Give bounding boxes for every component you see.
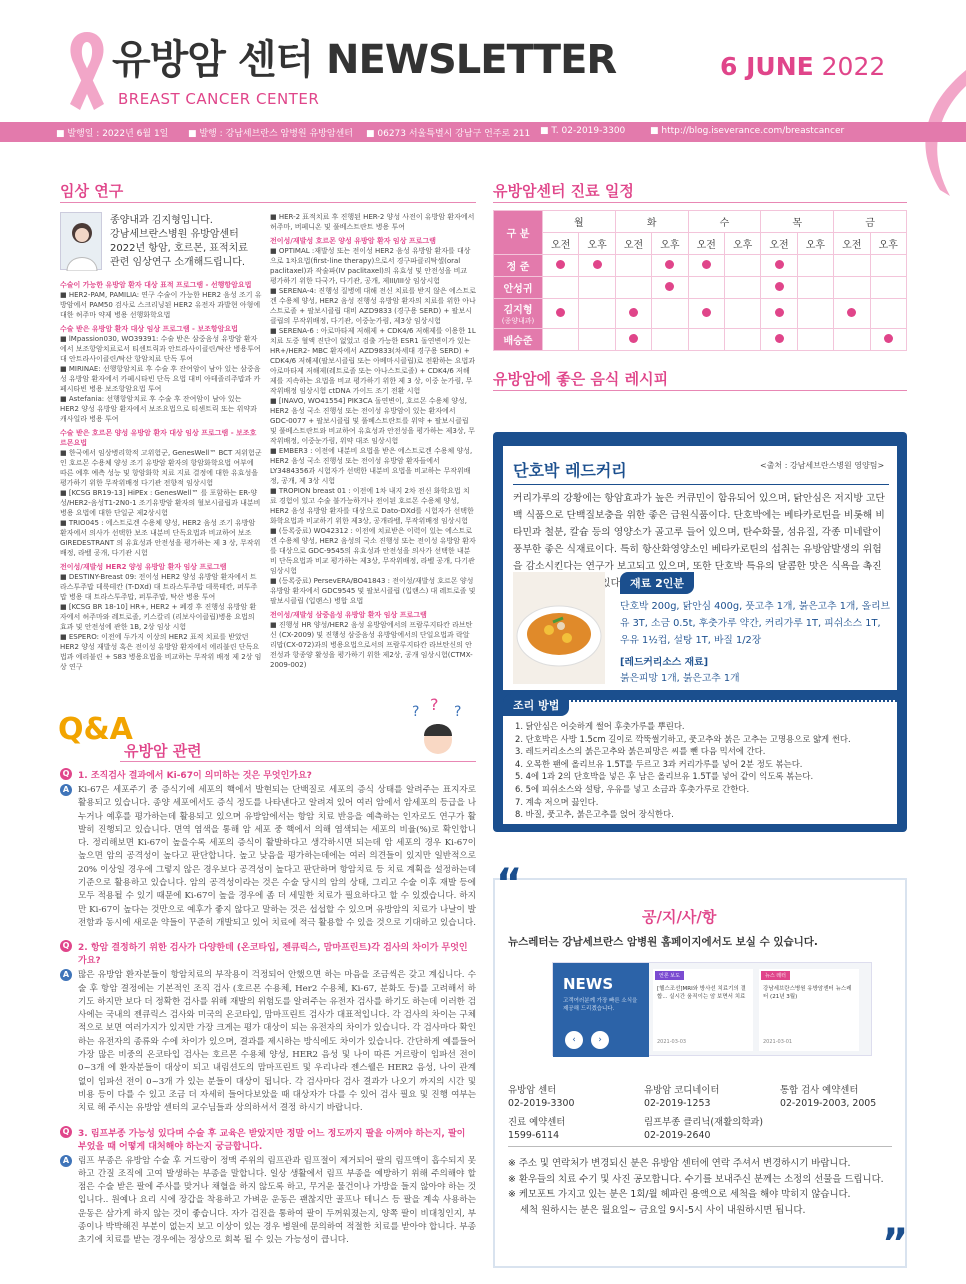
schedule-slot	[797, 277, 833, 299]
recipe-photo	[513, 572, 605, 684]
schedule-slot	[579, 299, 615, 329]
schedule-day-1: 화	[615, 211, 688, 233]
schedule-title: 유방암센터 진료 일정	[493, 182, 634, 200]
recipe-title: 단호박 레드커리	[513, 461, 627, 480]
recipe-step: 5. 4에 1과 2의 단호박을 넣은 후 남은 올리브유 1.5T를 넣어 같이 익도록 볶는다.	[515, 771, 814, 782]
research-item: ■ SERENA-4: 진행성 질병에 대해 전신 치료를 받지 않은 에스트로겐 수용체 양성, HER2 음성 진행성 유방암 환자의 치료를 위한 아나스트로졸 + 팔보시클립 대비 AZD9833 (경구용 SERD) + 팔보시클립의 무작위배정, 다기관, 이중눈가림, 제3상 임상시험	[270, 287, 477, 325]
doctor-dept: (종양내과)	[501, 317, 535, 325]
research-item: ■ HER2-PAM, PAMILIA: 연구 수술이 가능한 HER2 음성 조기 유방암에서 PAM50 검사로 스크리닝된 HER2 유전자 과발현 아형에 대한 허주마 약제 병용 선행화학요법	[60, 291, 262, 319]
notice-note: ※ 주소 및 연락처가 변경되신 분은 유방암 센터에 연락 주셔서 변경하시기 바랍니다.	[508, 1158, 851, 1169]
qa-answer: 림프 부종은 유방암 수술 후 거드랑이 정맥 주위의 림프관과 림프절이 제거되어 팔의 림프액이 흡수되지 못하고 간질 조직에 고여 발생하는 부종을 말합니다. 일상 생활에서 림프 부종을 예방하기 위해 주의해야 할 점은 수술 받은 팔에 주사를 맞거나 채혈을 하지 않도록 하고, 무거운 물건이나 가방을 들지 않아야 하는 것입니다.. 원예나 요리 시에 장갑을 착용하고 가벼운 운동은 괜찮지만 골프나 테니스 등 팔을 계속 사용하는 운동은 삼가게 하지 않는 것이 좋습니다. 자가 검진을 통하여 팔이 두꺼워졌는지, 양쪽 팔이 비대칭인지, 부종이나 박박해진 부분이 없는지 보고 이상이 있는 경우 병원에 문의하여 적절한 치료를 받아야 합니다. 부종 초기에 치료를 받는 경우에는 정상으로 회복 될 수 있는 가능성이 큽니다.	[78, 1155, 476, 1246]
qa-question-row	[60, 1126, 476, 1152]
notice-title: 공/지/사/항	[642, 908, 717, 926]
doctor-photo	[60, 212, 102, 270]
schedule-slot	[615, 329, 651, 351]
recipe-step: 8. 바질, 풋고추, 붉은고추를 얹어 장식한다.	[515, 809, 674, 820]
research-item: ■ Astefania: 선행항암치료 후 수술 후 잔여암이 남아 있는 HER2 양성 유방암 환자에서 보조요법으로 티센트릭 또는 위약과 캐사일라 병용 투여	[60, 395, 257, 423]
website-news-preview[interactable]	[552, 962, 872, 1056]
research-item: ■ (등록중료) PersevERA/BO41843 : 전이성/재발성 호르몬 양성 유방암 환자에서 GDC9545 및 팔보시클립 (입랜스) 대 레트로졸 및 팔보시클립 (입랜스) 병합 요법	[270, 577, 476, 605]
news-card-1[interactable]	[653, 969, 753, 1051]
contact-item	[508, 1116, 565, 1142]
schedule-slot	[615, 255, 651, 277]
schedule-day-0: 월	[543, 211, 616, 233]
research-block-heading: 수술 받은 호르몬 양성 유방암 환자 대상 임상 프로그램 - 보조호르몬요법	[60, 429, 257, 447]
qa-divider	[120, 761, 476, 762]
research-item: ■ ESPERO: 이전에 두가지 이상의 HER2 표적 치료를 받았던 HER2 양성 재발성 혹은 전이성 유방암 환자에서 에리불린 단독요법과 에리불린 + S83 병용요법을 비교하는 무작위 배정 제 2상 임상 연구	[60, 633, 262, 671]
qa-logo: Q&A	[58, 712, 133, 747]
sauce-label: [레드커리소스 재료]	[620, 657, 709, 668]
doctor-name: 안성귀	[503, 284, 533, 295]
research-left-column	[60, 280, 262, 676]
schedule-pm: 오후	[870, 233, 906, 255]
recipe-divider	[493, 390, 907, 391]
clinic-dot-icon	[629, 334, 638, 343]
news-next-icon[interactable]: ›	[591, 1031, 609, 1049]
schedule-am: 오전	[615, 233, 651, 255]
qa-question: 1. 조직검사 결과에서 Ki-67이 의미하는 것은 무엇인가요?	[78, 771, 312, 781]
qa-item	[60, 768, 476, 930]
close-quote-icon: ”	[882, 1221, 909, 1267]
newsletter-subtitle: BREAST CANCER CENTER	[118, 90, 320, 108]
notice-subtitle: 뉴스레터는 강남세브란스 암병원 홈페이지에서도 보실 수 있습니다.	[508, 936, 818, 948]
notice-notes	[508, 1156, 892, 1218]
info-address: ■ 06273 서울특별시 강남구 언주로 211	[366, 129, 531, 139]
schedule-am: 오전	[543, 233, 579, 255]
qa-answer: Ki-67은 세포주기 중 증식기에 세포의 핵에서 발현되는 단백질로 세포의 증식 상태를 알려주는 표지자로 활용되고 있습니다. 종양 세포에서도 증식 정도를 나타낸다고 알려져 있어 여러 암에서 암세포의 등급을 나누거나 예후를 평가하는데 활용되고 있으며 유방암에서는 항암 치료 반응을 예측하는 인자로도 연구가 활발히 진행되고 있습니다. 면역 염색을 통해 암 세포 중 핵에서 의해 염색되는 세포의 비율(%)로 확인합니다. 정리해보면 Ki-67이 높을수록 세포의 증식이 활발하다고 생각하시면 되는데 암 세포의 경우 Ki-67이 높으면 암의 공격성이 높다고 판단합니다. 높고 낮음을 평가하는데에는 여러 의견들이 있지만 일반적으로 20% 이상일 경우에 그렇지 않은 경우보다 공격성이 높다고 판단하며 항암치료 등 치료 계획을 설정하는데 기준으로 활용하고 있습니다. 암의 공격성이라는 것은 수술 당시의 암의 상태, 그리고 수술 이후 재발 등에 모두 적용될 수 있기 때문에 Ki-67이 높을 경우에 좀 더 세밀한 치료가 필요하다고 할 수 있겠습니다. 하지만 Ki-67이 높다는 것만으로 예후가 좋지 않다고 말하는 것은 섭섭할 수 있으며 유방암의 치료가 나날이 발전함과 동시에 새로운 약들이 꾸준히 개발되고 있어 치료에 적극 활용할 수 있을 것으로 기대하고 있습니다.	[78, 785, 476, 928]
recipe-step: 3. 레드커리소스의 붉은고추와 붉은피망은 씨를 뺀 다음 믹서에 간다.	[515, 746, 766, 757]
schedule-day-2: 수	[688, 211, 761, 233]
contact-item	[644, 1084, 719, 1110]
svg-text:?: ?	[412, 704, 420, 720]
schedule-slot	[543, 299, 579, 329]
schedule-slot	[652, 299, 688, 329]
research-right-column	[270, 212, 476, 674]
research-item: ■ HER-2 표적치료 후 진행된 HER-2 양성 사전이 유방암 환자에서 허주마, 버페니온 및 풀베스트란트 병용 투여	[270, 213, 475, 231]
contact-label: 통합 검사 예약센터	[780, 1085, 859, 1096]
schedule-slot	[870, 329, 906, 351]
svg-text:?: ?	[430, 696, 439, 714]
research-item: ■ OPTIMAL :재발성 또는 전이성 HER2 음성 유방암 환자를 대상으로 1차요법(first-line therapy)으로서 경구파클리탁셀(oral paclitaxel)과 작술파(IV paclitaxel)의 유효성 및 안전성을 비교 평가하기 위한 다국가, 다기관, 공개, 제III/III상 임상시험	[270, 247, 471, 285]
qa-answer-row	[60, 784, 476, 930]
research-intro	[110, 214, 270, 270]
schedule-label-header: 구 분	[494, 211, 543, 255]
info-issued: ■ 발행일 : 2022년 6월 1일	[56, 129, 169, 139]
clinic-dot-icon	[702, 260, 711, 269]
schedule-am: 오전	[761, 233, 797, 255]
schedule-pm: 오후	[724, 233, 760, 255]
intro-line: 종양내과 김지형입니다.	[110, 215, 213, 226]
research-block-heading: 전이성/재발성 HER2 양성 유방암 환자 임상 프로그램	[60, 563, 227, 571]
notice-line	[508, 1146, 892, 1147]
news-card-2-date: 2021-03-01	[763, 1039, 793, 1045]
research-item: ■ DESTINY-Breast 09: 전이성 HER2 양성 유방암 환자에서 트라스투주맙 데룩테칸 (T-DXd) 대 트라스투주맙 데룩테칸, 퍼투주맙 병용 대 트라스투주맙, 퍼투주맙, 탁산 병용 투여	[60, 573, 258, 601]
research-block	[60, 280, 262, 320]
recipe-title-line	[513, 484, 889, 485]
answer-icon: A	[60, 784, 72, 796]
clinic-dot-icon	[556, 260, 565, 269]
ingredients-badge: 재료 2인분	[620, 572, 694, 594]
qa-answer-row	[60, 1155, 476, 1248]
doctor-name: 김지형	[503, 305, 533, 316]
schedule-slot	[834, 329, 870, 351]
schedule-row	[494, 299, 907, 329]
schedule-slot	[543, 277, 579, 299]
schedule-am: 오전	[834, 233, 870, 255]
research-block	[60, 428, 262, 558]
schedule-slot	[797, 329, 833, 351]
recipe-step: 2. 단호박은 사방 1.5cm 길이로 깍뚝썰기하고, 풋고추와 붉은 고추는 고명용으로 얇게 썬다.	[515, 733, 851, 744]
clinic-dot-icon	[775, 260, 784, 269]
contact-value: 02-2019-2003, 2005	[780, 1098, 877, 1109]
schedule-row	[494, 329, 907, 351]
issue-date-year: 2022	[821, 52, 886, 81]
recipe-step: 7. 계속 저으며 끓인다.	[515, 796, 599, 807]
schedule-slot	[688, 255, 724, 277]
clinic-dot-icon	[702, 308, 711, 317]
qa-answer: 많은 유방암 환자분들이 항암치료의 부작용이 걱정되어 안했으면 하는 마음을 조금씩은 갖고 계십니다. 수술 후 항암 결정에는 기본적인 조직 검사 (호르몬 수용체, Her2 수용체, Ki-67, 분화도 등)를 고려해서 하기도 하지만 보다 더 정확한 검사를 위해 재발의 위험도를 알려주는 유전자 검사를 하기도 하는데 이러한 검사에는 국내의 젠큐릭스 검사와 미국의 온코타입, 맘마프린트 검사가 대표적입니다. 각 검사의 차이는 구체적으로 보면 여러가지가 있지만 가장 크게는 평가 대상이 되는 유전자의 차이가 있습니다. 각 검사마다 확인하는 유전자의 종류와 수에 차이가 있으며, 결과를 제시하는 방식에도 차이가 있습니다. 간단하게 예를들어 가장 많은 비중의 온코타입 검사는 호르몬 수용체 양성, HER2 음성 및 나이 따른 거르랑이 임파선 전이 0~3개 에 환자분들이 대상이 되고 내림션도의 맘마프린트 및 우리나라 젠스웰은 HER2 음성, 나이 관계 없이 임파선 전이 0~3개 가 있는 분들이 대상이 됩니다. 각 검사마다 검사 결과가 나오기 까지의 시간 및 비용 등이 다를 수 있고 조금 더 자세히 들어다보았을 때 대상자가 다를 수 있어 검사 필요 및 진행 여부는 치료 해 주시는 유방암 센터의 교수님들과 상의하셔서 결정 하시기 바랍니다.	[78, 970, 476, 1114]
research-item: ■ 진행성 HR 양성/HER2 음성 유방암에서의 프람루지타칸 라브탄신 (CX-2009) 및 진행성 삼중음성 유방암에서의 단일요법과 락알리맙(CX-072)과의 병용요법으로서의 프람루지타칸 라브탄신의 안전성과 항종양 활성을 평가하기 위한 제2상, 공개 임상시험(CTMX-2009-002)	[270, 621, 473, 669]
recipe-section-title: 유방암에 좋은 음식 레시피	[493, 370, 669, 388]
info-bar	[0, 122, 966, 142]
issue-date-day: 6 JUNE	[720, 52, 814, 81]
contact-item	[508, 1084, 574, 1110]
schedule-slot	[761, 255, 797, 277]
clinic-dot-icon	[775, 308, 784, 317]
clinic-dot-icon	[556, 308, 565, 317]
contact-value: 02-2019-3300	[508, 1098, 575, 1109]
question-icon: Q	[60, 940, 72, 952]
research-item: ■ [KCSG BR 18-10] HR+, HER2 + 폐경 후 진행성 유방암 환자에서 허주마와 레트로졸, 키스칼리 (리보사이클립)병용 요법의 효과 및 안전성에 관한 1B, 2상 임상 시험	[60, 603, 257, 631]
schedule-slot	[761, 329, 797, 351]
answer-icon: A	[60, 969, 72, 981]
contact-label: 유방암 센터	[508, 1085, 557, 1096]
schedule-slot	[688, 277, 724, 299]
research-block	[60, 324, 262, 424]
schedule-pm: 오후	[797, 233, 833, 255]
answer-icon: A	[60, 1155, 72, 1167]
schedule-slot	[834, 277, 870, 299]
research-item: ■ TRIO045 : 에스트로겐 수용체 양성, HER2 음성 조기 유방암 환자에서 의사가 선택한 보조 내분비 단독요법과 비교하여 보조 GIREDESTRANT 의 유효성과 안전성을 평가하는 제 3 상, 무작위배정, 라벨 공개, 다기관 시험	[60, 519, 261, 557]
contact-label: 진료 예약센터	[508, 1117, 566, 1128]
open-quote-icon: “	[496, 861, 523, 907]
schedule-slot	[834, 255, 870, 277]
qa-question: 3. 림프부종 가능성 있다며 수술 후 교육은 받았지만 정말 어느 정도까지 팔을 아껴야 하는지, 팔이 부었을 때 어떻게 대처해야 하는지 궁금합니다.	[78, 1128, 466, 1152]
schedule-slot	[761, 299, 797, 329]
schedule-pm: 오후	[579, 233, 615, 255]
notice-note: ※ 케모포트 가지고 있는 분은 1회/월 헤파린 용액으로 세척을 해야 막히지 않습니다.	[508, 1189, 851, 1201]
schedule-slot	[870, 299, 906, 329]
qa-question-row	[60, 768, 476, 781]
intro-line: 2022년 항암, 호르몬, 표적치료	[110, 243, 248, 254]
schedule-slot	[688, 329, 724, 351]
contact-value: 02-2019-2640	[644, 1130, 711, 1141]
research-block	[270, 236, 476, 606]
schedule-row	[494, 255, 907, 277]
research-item: ■ lMpassion030, WO39391: 수술 받은 삼중음성 유방암 환자에서 보조항암치료로서 티센트릭과 안트라사이클린/탁산 병용투여 대 안트라사이클린/탁산 항암치료 단독 투여	[60, 335, 261, 363]
issue-date	[720, 52, 885, 81]
research-item: ■ [KCSG BR19-13] HiPEx : GenesWell™ 를 포함하는 ER-양성/HER2-음성T1-2N0-1 조기유방암 환자의 혈보시클립과 내분비 병용 요법에 대한 단일군 제2상시험	[60, 489, 261, 517]
qa-question-row	[60, 940, 476, 966]
info-phone: ■ T. 02-2019-3300	[540, 126, 626, 136]
news-card-1-date: 2021-03-03	[657, 1039, 687, 1045]
schedule-slot	[543, 329, 579, 351]
news-heading: NEWS	[563, 975, 614, 993]
schedule-slot	[724, 299, 760, 329]
clinic-dot-icon	[665, 282, 674, 291]
news-card-2[interactable]	[759, 969, 859, 1051]
recipe-description: 커리가루의 강황에는 항암효과가 높은 커큐민이 함유되어 있으며, 닭안심은 저지방 고단백 식품으로 단백질보충을 위한 좋은 급원식품이다. 단호박에는 베타카로틴을 비롯해 비타민과 철분, 칼슘 등의 영양소가 골고루 들어 있으며, 탄수화물, 섬유질, 각종 미네랄이 풍부한 좋은 식재료이다. 특히 항산화영양소인 베타카로틴의 섭취는 유방암발생의 위험을 감소시킨다는 연구가 보고되고 있으며, 또한 단호박 특유의 달콤한 맛은 식욕을 촉진 있다.	[513, 493, 885, 589]
qa-title: 유방암 관련	[124, 742, 202, 760]
intro-line: 관련 임상연구 소개해드립니다.	[110, 257, 246, 268]
clinic-dot-icon	[775, 282, 784, 291]
info-url[interactable]: ■ http://blog.iseverance.com/breastcancer	[650, 126, 845, 136]
research-block	[270, 610, 476, 670]
schedule-slot	[761, 277, 797, 299]
info-publisher: ■ 발행 : 강남세브란스 암병원 유방암센터	[188, 129, 353, 139]
research-divider	[60, 202, 476, 203]
clinic-dot-icon	[665, 260, 674, 269]
schedule-slot	[543, 255, 579, 277]
news-card-2-tag: 뉴스 레터	[761, 971, 790, 980]
contact-label: 유방암 코디네이터	[644, 1085, 720, 1096]
qa-item	[60, 940, 476, 1115]
research-item: ■ TROPION breast 01 : 이전에 1차 내지 2차 전신 화학요법 치료 경험이 있고 수술 불가능하거나 전이된 호르몬 수용체 양성, HER2 음성 유방암 환자를 대상으로 Dato-DXd를 시험자가 선택한 화학요법과 비교하기 위한 제3상, 공개라벨, 무작위배정 임상시험	[270, 487, 474, 525]
recipe-step: 6. 5에 피쉬소스와 설탕, 우유를 넣고 소금과 후춧가루로 간한다.	[515, 783, 750, 794]
research-item: ■ MIRINAE: 선행항암치료 후 수술 후 잔여암이 남아 있는 삼중음성 유방암 환자에서 카페시타빈 단독 요법 대비 아테졸리주맙과 카페시타빈 병용 보조항암요법 투여	[60, 365, 261, 393]
schedule-doctor-name	[494, 255, 543, 277]
research-item: ■ EMBER3 : 이전에 내분비 요법을 받은 에스트로겐 수용체 양성, HER2 음성 국소 진행성 또는 전이성 유방암 환자들에서 LY3484356과 시험자가 선택한 내분비 요법을 비교하는 무작위배정, 공개, 제 3상 시험	[270, 447, 473, 485]
news-desc: 고객여러분께 가장 빠른 소식을 제공해 드리겠습니다.	[563, 998, 638, 1012]
schedule-slot	[724, 329, 760, 351]
schedule-header-row	[494, 211, 907, 233]
qa-list	[60, 766, 476, 1248]
qa-answer-row	[60, 969, 476, 1115]
schedule-pm: 오후	[652, 233, 688, 255]
recipe-step: 4. 오목한 팬에 올리브유 1.5T를 두르고 3과 커리가루를 넣어 2분 정도 볶는다.	[515, 758, 803, 769]
schedule-divider	[493, 202, 907, 203]
contact-item	[644, 1116, 763, 1142]
schedule-slot	[579, 277, 615, 299]
notice-note: ※ 환우들의 치료 수기 및 사진 공모합니다. 수기를 보내주신 분께는 소정의 선물을 드립니다.	[508, 1173, 884, 1185]
news-card-2-text: 강남세브란스병원 유방암센터 뉴스레터 (21년 3월)	[763, 986, 852, 1000]
schedule-slot	[688, 299, 724, 329]
contact-list	[508, 1084, 898, 1144]
schedule-slot	[834, 299, 870, 329]
schedule-day-4: 금	[834, 211, 907, 233]
research-item: ■ SERENA-6 : 아로마타제 저해제 + CDK4/6 저해제를 이용한 1L 치료 도중 혈액 진단이 없었고 검출 가능한 ESR1 돌연변이가 있는 HR+/HER2- MBC 환자에서 AZD9833(차세대 경구용 SERD) + CDK4/6 저해제(팔보시클립 또는 아베마시클립)로 전환하는 요법과 아로마타제 저해제(레트로졸 또는 아나스트로졸) + CDK4/6 저해제를 지속하는 요법을 비교 평가하기 위한 제 3 상, 이중 눈가림, 무작위배정 임상시험 ctDNA 가이드 조기 전환 시험	[270, 327, 476, 395]
recipe-steps	[515, 720, 891, 821]
research-block-heading: 수술 받은 유방암 환자 대상 임상 프로그램 - 보조항암요법	[60, 325, 238, 333]
schedule-doctor-name	[494, 329, 543, 351]
recipe-step: 1. 닭안심은 어슷하게 썰어 후춧가루를 뿌린다.	[515, 721, 685, 731]
thinking-person-illustration	[400, 696, 476, 760]
schedule-table	[493, 210, 907, 351]
sauce-ingredients: 붉은피망 1개, 붉은고추 1개	[620, 673, 740, 684]
schedule-slot	[652, 329, 688, 351]
svg-text:?: ?	[454, 704, 462, 720]
schedule-slot	[724, 255, 760, 277]
schedule-doctor-name	[494, 277, 543, 299]
schedule-slot	[615, 277, 651, 299]
news-prev-icon[interactable]: ‹	[565, 1031, 583, 1049]
intro-line: 강남세브란스병원 유방암센터	[110, 229, 239, 240]
contact-label: 림프부종 클리닉(재활의학과)	[644, 1117, 763, 1128]
doctor-name: 배승준	[503, 336, 533, 347]
research-item: ■ 한국에서 임상병리학적 고위험군, GenesWell™ BCT 저위험군인 호르몬 수용체 양성 조기 유방암 환자의 항암화학요법 여부에 따른 예후 예측 성능 및 항암화학 치료 지료 결정에 대한 유효성을 평가하기 위한 무작위배정 다기관 전향적 임상시험	[60, 449, 262, 487]
schedule-doctor-name	[494, 299, 543, 329]
qa-item	[60, 1126, 476, 1248]
schedule-ampm-row	[494, 233, 907, 255]
contact-value: 1599-6114	[508, 1130, 560, 1141]
schedule-row	[494, 277, 907, 299]
research-title: 임상 연구	[60, 182, 124, 200]
research-item: ■ (등록중료) WO42312 : 이전에 치료받은 이력이 있는 에스트로겐 수용체 양성, HER2 음성의 국소 진행성 또는 전이성 유방암 환자를 대상으로 GDC-9545의 유효성과 안전성을 의사가 선택한 내분비 단독요법과 비교 평가하는 제3상, 무작위배정, 라벨 공개, 다기관 임상시험	[270, 527, 476, 575]
question-icon: Q	[60, 1126, 72, 1138]
method-badge: 조리 방법	[503, 694, 569, 716]
question-icon: Q	[60, 768, 72, 780]
clinic-dot-icon	[884, 334, 893, 343]
schedule-slot	[870, 255, 906, 277]
schedule-slot	[652, 277, 688, 299]
clinic-dot-icon	[847, 308, 856, 317]
research-block-heading: 전이성/재발성 삼중음성 유방암 환자 임상 프로그램	[270, 611, 427, 619]
schedule-slot	[652, 255, 688, 277]
recipe-ingredients: 단호박 200g, 닭안심 400g, 풋고추 1개, 붉은고추 1개, 올리브유 3T, 소금 0.5t, 후춧가루 약간, 커리가루 1T, 피쉬소스 1T, 우유 1½컵, 설탕 1T, 바질 1/2장	[620, 601, 891, 646]
research-block	[270, 212, 476, 232]
schedule-slot	[797, 299, 833, 329]
research-block-heading: 전이성/재발성 호르몬 양성 유방암 환자 임상 프로그램	[270, 237, 436, 245]
doctor-name: 정 준	[506, 262, 530, 273]
research-block	[60, 562, 262, 672]
clinic-dot-icon	[775, 334, 784, 343]
schedule-slot	[615, 299, 651, 329]
schedule-slot	[579, 255, 615, 277]
schedule-day-3: 목	[761, 211, 834, 233]
qa-question: 2. 항암 결정하기 위한 검사가 다양한데 (온코타입, 젠큐릭스, 맘마프린트)각 검사의 차이가 무엇인가요?	[78, 943, 468, 967]
clinic-dot-icon	[593, 260, 602, 269]
schedule-slot	[724, 277, 760, 299]
recipe-source: <출처 : 강남세브란스병원 영양팀>	[760, 461, 885, 470]
news-card-1-tag: 언론 보도	[655, 971, 684, 980]
research-block-heading: 수술이 가능한 유방암 환자 대상 표적 프로그램 - 선행항암요법	[60, 281, 252, 289]
schedule-am: 오전	[688, 233, 724, 255]
contact-value: 02-2019-1253	[644, 1098, 711, 1109]
contact-item	[780, 1084, 876, 1110]
clinic-dot-icon	[629, 308, 638, 317]
notice-note: 세척 원하시는 분은 월요일~ 금요일 9시-5시 사이 내원하시면 됩니다.	[520, 1204, 806, 1216]
schedule-slot	[870, 277, 906, 299]
news-card-1-text: [헬스조선]MRI와 방사선 치료기의 결합... 실시간 움직이는 암 보면서 치료	[657, 986, 746, 1000]
newsletter-title: 유방암 센터 NEWSLETTER	[112, 37, 617, 83]
schedule-slot	[797, 255, 833, 277]
research-item: ■ [INAVO, WO41554] PIK3CA 돌연변이, 호르몬 수용체 양성, HER2 음성 국소 진행성 또는 전이성 유방암이 있는 환자에서 GDC-0077 + 팔보시클립 및 풀베스트란트를 위약 + 팔보시클립 및 풀베스트란트와 비교하여 유효성과 안전성을 평가하는 제3상, 무작위배정, 이중눈가림, 위약 대조 임상시험	[270, 397, 475, 445]
schedule-slot	[579, 329, 615, 351]
